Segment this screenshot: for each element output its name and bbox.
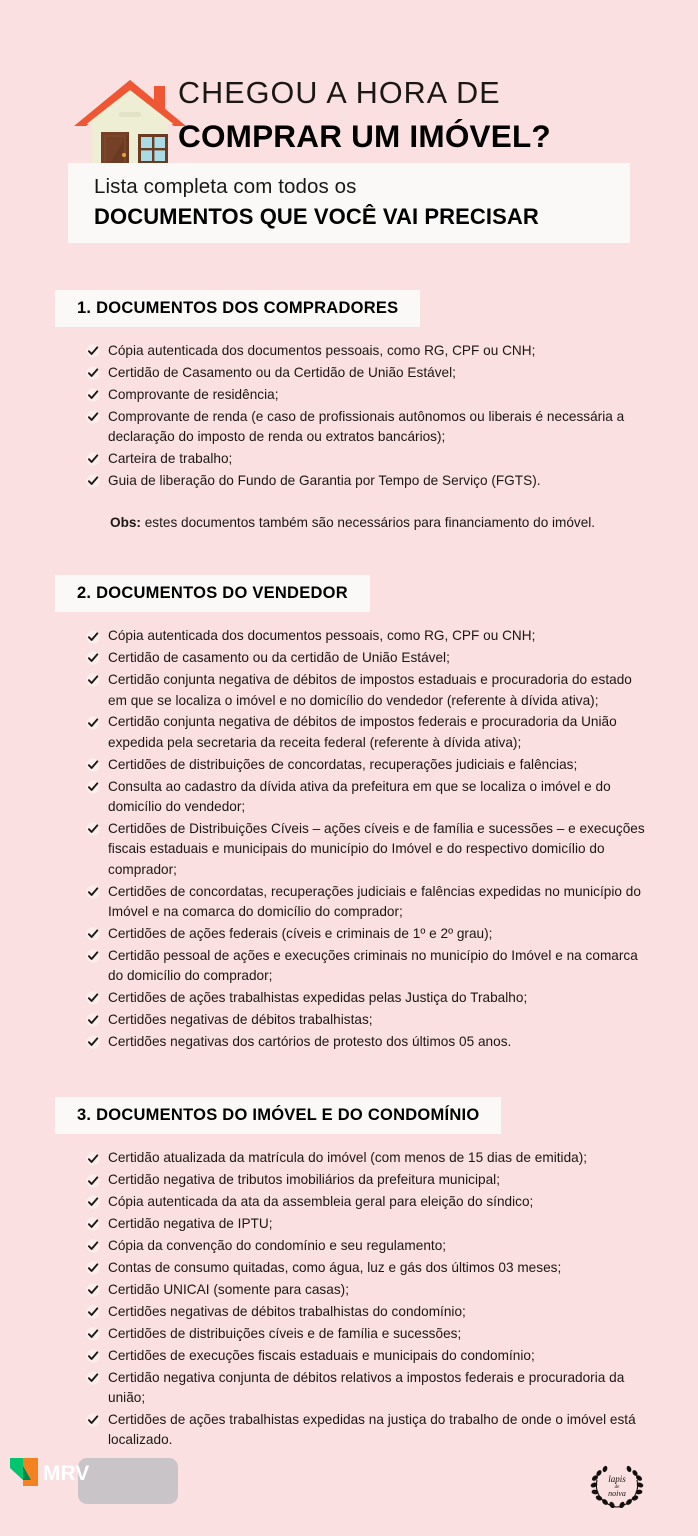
list-item xyxy=(86,755,650,775)
check-icon xyxy=(86,673,100,687)
list-item xyxy=(86,819,650,880)
subtitle-line-1: Lista completa com todos os xyxy=(94,175,357,198)
list-item xyxy=(86,471,650,491)
list-item-text: Certidão de casamento ou da certidão de União Estável; xyxy=(108,650,450,666)
check-icon xyxy=(86,716,100,730)
check-icon xyxy=(86,1327,100,1341)
list-item-text: Certidão conjunta negativa de débitos de impostos federais e procuradoria da União expedida pela secretaria da receita federal (referente à dívida ativa); xyxy=(108,714,617,750)
list-item xyxy=(86,1032,650,1052)
subtitle-line-2: DOCUMENTOS QUE VOCÊ VAI PRECISAR xyxy=(94,203,539,229)
mrv-logo-icon xyxy=(10,1458,106,1486)
list-item-text: Cópia autenticada da ata da assembleia geral para eleição do síndico; xyxy=(108,1194,534,1210)
document-list-3 xyxy=(0,1148,698,1450)
list-item-text: Certidão de Casamento ou da Certidão de União Estável; xyxy=(108,364,456,380)
list-item xyxy=(86,1010,650,1030)
check-icon xyxy=(86,1283,100,1297)
list-item-text: Contas de consumo quitadas, como água, luz e gás dos últimos 03 meses; xyxy=(108,1260,562,1275)
check-icon xyxy=(86,885,100,899)
check-icon xyxy=(86,780,100,794)
list-item-text: Certidão negativa de IPTU; xyxy=(108,1216,273,1232)
subtitle-bar xyxy=(68,163,630,243)
section-heading-2: 2. DOCUMENTOS DO VENDEDOR xyxy=(55,575,370,612)
list-item-text: Certidão UNICAI (somente para casas); xyxy=(108,1281,349,1297)
list-item-text: Certidões de ações trabalhistas expedidas pelas Justiça do Trabalho; xyxy=(108,990,528,1006)
check-icon xyxy=(86,1349,100,1363)
check-icon xyxy=(86,1239,100,1253)
check-icon xyxy=(86,1261,100,1275)
list-item-text: Certidões negativas de débitos trabalhistas; xyxy=(108,1012,373,1028)
list-item xyxy=(86,1192,650,1212)
list-item-text: Guia de liberação do Fundo de Garantia por Tempo de Serviço (FGTS). xyxy=(108,472,541,488)
observation-label: Obs: xyxy=(110,515,141,531)
header xyxy=(0,0,698,252)
list-item-text: Certidão atualizada da matrícula do imóvel (com menos de 15 dias de emitida); xyxy=(108,1150,588,1166)
list-item xyxy=(86,882,650,923)
list-item-text: Certidões de distribuições cíveis e de família e sucessões; xyxy=(108,1325,462,1341)
section-vendedor xyxy=(0,575,698,1052)
list-item xyxy=(86,670,650,711)
svg-text:MRV: MRV xyxy=(43,1462,90,1485)
list-item xyxy=(86,1302,650,1322)
list-item xyxy=(86,946,650,987)
list-item xyxy=(86,1280,650,1300)
svg-text:lapis: lapis xyxy=(608,1474,626,1484)
document-list-2 xyxy=(0,626,698,1052)
laurel-wreath-badge-icon xyxy=(586,1460,648,1508)
list-item-text: Certidões de ações federais (cíveis e criminais de 1º e 2º grau); xyxy=(108,926,493,942)
list-item-text: Cópia autenticada dos documentos pessoais, como RG, CPF ou CNH; xyxy=(108,628,536,644)
list-item-text: Certidão negativa conjunta de débitos relativos a impostos federais e procuradoria da união; xyxy=(108,1369,625,1405)
check-icon xyxy=(86,1195,100,1209)
page-title-line-2: COMPRAR UM IMÓVEL? xyxy=(178,117,551,154)
list-item xyxy=(86,407,650,448)
list-item xyxy=(86,924,650,944)
check-icon xyxy=(86,1035,100,1049)
check-icon xyxy=(86,1413,100,1427)
list-item-text: Certidões de Distribuições Cíveis – ações cíveis e de família e sucessões – e execuções fiscais estaduais e municipais do município do Imóvel e do respectivo domicílio do comprador; xyxy=(108,821,645,877)
check-icon xyxy=(86,1152,100,1166)
list-item-text: Cópia autenticada dos documentos pessoais, como RG, CPF ou CNH; xyxy=(108,343,536,358)
check-icon xyxy=(86,1013,100,1027)
list-item-text: Comprovante de residência; xyxy=(108,386,279,402)
list-item xyxy=(86,626,650,646)
section-heading-3: 3. DOCUMENTOS DO IMÓVEL E DO CONDOMÍNIO xyxy=(55,1097,501,1134)
list-item-text: Comprovante de renda (e caso de profissionais autônomos ou liberais é necessária a declaração do imposto de renda ou extratos bancários); xyxy=(108,408,625,445)
observation-text: estes documentos também são necessários para financiamento do imóvel. xyxy=(140,515,596,531)
document-list-1 xyxy=(0,341,698,491)
list-item-text: Certidões de concordatas, recuperações judiciais e falências expedidas no município do Imóvel e na comarca do domicílio do comprador; xyxy=(108,883,641,920)
check-icon xyxy=(86,1305,100,1319)
list-item xyxy=(86,1148,650,1168)
list-item-text: Certidão conjunta negativa de débitos de impostos estaduais e procuradoria do estado em que se localiza o imóvel e no domicílio do vendedor (referente à dívida ativa); xyxy=(108,672,632,708)
list-item-text: Certidões de ações trabalhistas expedidas na justiça do trabalho de onde o imóvel está localizado. xyxy=(108,1411,636,1448)
list-item xyxy=(86,385,650,405)
list-item xyxy=(86,988,650,1008)
list-item-text: Cópia da convenção do condomínio e seu regulamento; xyxy=(108,1238,447,1254)
check-icon xyxy=(86,1371,100,1385)
check-icon xyxy=(86,991,100,1005)
list-item-text: Certidões de distribuições de concordatas, recuperações judiciais e falências; xyxy=(108,756,578,772)
list-item xyxy=(86,1214,650,1234)
list-item-text: Certidão pessoal de ações e execuções criminais no município do Imóvel e na comarca do domicílio do comprador; xyxy=(108,947,638,984)
list-item xyxy=(86,1324,650,1344)
list-item xyxy=(86,341,650,361)
check-icon xyxy=(86,1174,100,1188)
check-icon xyxy=(86,949,100,963)
list-item xyxy=(86,1170,650,1190)
check-icon xyxy=(86,630,100,644)
check-icon xyxy=(86,758,100,772)
check-icon xyxy=(86,388,100,402)
list-item xyxy=(86,1368,650,1409)
check-icon xyxy=(86,410,100,424)
title-block xyxy=(178,76,648,156)
check-icon xyxy=(86,366,100,380)
list-item xyxy=(86,777,650,818)
footer xyxy=(0,1428,698,1536)
check-icon xyxy=(86,1217,100,1231)
list-item-text: Consulta ao cadastro da dívida ativa da prefeitura em que se localiza o imóvel e do domicílio do vendedor; xyxy=(108,778,611,815)
list-item-text: Certidões negativas dos cartórios de protesto dos últimos 05 anos. xyxy=(108,1034,512,1050)
observation-note xyxy=(110,513,650,533)
check-icon xyxy=(86,474,100,488)
section-imovel-condominio xyxy=(0,1097,698,1450)
list-item xyxy=(86,1346,650,1366)
list-item-text: Certidões de execuções fiscais estaduais e municipais do condomínio; xyxy=(108,1347,535,1363)
list-item xyxy=(86,1236,650,1256)
check-icon xyxy=(86,344,100,358)
list-item-text: Carteira de trabalho; xyxy=(108,451,233,467)
svg-text:de: de xyxy=(614,1485,620,1490)
check-icon xyxy=(86,927,100,941)
section-heading-1: 1. DOCUMENTOS DOS COMPRADORES xyxy=(55,290,420,327)
list-item-text: Certidões negativas de débitos trabalhistas do condomínio; xyxy=(108,1303,466,1319)
list-item xyxy=(86,1258,650,1278)
page-title-line-1: CHEGOU A HORA DE xyxy=(178,76,501,110)
list-item xyxy=(86,449,650,469)
svg-text:noiva: noiva xyxy=(608,1489,626,1498)
list-item-text: Certidão negativa de tributos imobiliários da prefeitura municipal; xyxy=(108,1172,500,1188)
check-icon xyxy=(86,452,100,466)
section-compradores xyxy=(0,290,698,533)
list-item xyxy=(86,363,650,383)
list-item xyxy=(86,712,650,753)
list-item xyxy=(86,648,650,668)
check-icon xyxy=(86,651,100,665)
check-icon xyxy=(86,822,100,836)
